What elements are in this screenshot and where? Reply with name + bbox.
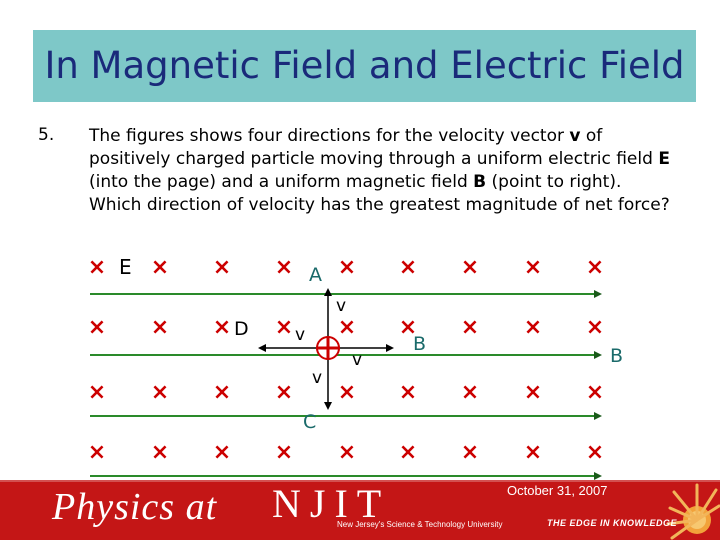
field-cross-icon: × [398, 380, 418, 405]
field-cross-icon: × [523, 255, 543, 280]
label-b-mid: B [413, 333, 427, 355]
field-cross-icon: × [337, 440, 357, 465]
label-v-up: v [336, 296, 347, 316]
field-cross-icon: × [460, 315, 480, 340]
field-cross-icon: × [87, 380, 107, 405]
label-v-down: v [312, 368, 323, 388]
label-d: D [234, 318, 249, 340]
question-line-4: Which direction of velocity has the greatest magnitude of net force? [89, 195, 670, 215]
field-cross-icon: × [87, 440, 107, 465]
field-cross-icon: × [87, 315, 107, 340]
field-cross-icon: × [585, 440, 605, 465]
label-b-right: B [610, 345, 624, 367]
field-cross-icon: × [150, 315, 170, 340]
field-cross-icon: × [150, 255, 170, 280]
question-line-1: The figures shows four directions for the velocity vector v of [89, 126, 603, 146]
footer-date: October 31, 2007 [507, 483, 608, 498]
field-cross-icon: × [460, 255, 480, 280]
field-cross-icon: × [460, 380, 480, 405]
field-cross-icon: × [212, 315, 232, 340]
field-cross-icon: × [274, 315, 294, 340]
field-cross-icon: × [274, 440, 294, 465]
field-cross-icon: × [274, 380, 294, 405]
question-line-3: (into the page) and a uniform magnetic field B (point to right). [89, 172, 622, 192]
label-c: C [303, 411, 317, 433]
slide-title: In Magnetic Field and Electric Field [44, 44, 685, 87]
label-v-left: v [295, 325, 306, 345]
field-cross-icon: × [398, 255, 418, 280]
field-cross-icon: × [523, 380, 543, 405]
field-cross-icon: × [337, 315, 357, 340]
field-cross-icon: × [212, 440, 232, 465]
footer-brand: Physics at [52, 486, 218, 528]
field-cross-icon: × [398, 440, 418, 465]
university-name: New Jersey's Science & Technology University [337, 520, 503, 529]
field-cross-icon: × [212, 380, 232, 405]
electric-field-crosses [88, 255, 604, 465]
field-cross-icon: × [337, 380, 357, 405]
field-cross-icon: × [523, 315, 543, 340]
field-cross-icon: × [150, 440, 170, 465]
njit-logo: NJIT [272, 481, 391, 526]
label-a: A [309, 264, 322, 286]
field-cross-icon: × [585, 315, 605, 340]
label-v-right: v [352, 350, 363, 370]
positive-charge [316, 336, 340, 360]
field-cross-icon: × [87, 255, 107, 280]
footer-tagline: THE EDGE IN KNOWLEDGE [547, 518, 678, 528]
field-cross-icon: × [523, 440, 543, 465]
field-cross-icon: × [585, 255, 605, 280]
field-cross-icon: × [460, 440, 480, 465]
question-line-2: positively charged particle moving through a uniform electric field E [89, 149, 670, 169]
field-cross-icon: × [274, 255, 294, 280]
field-cross-icon: × [150, 380, 170, 405]
diagram-labels [119, 255, 623, 433]
field-cross-icon: × [398, 315, 418, 340]
field-cross-icon: × [212, 255, 232, 280]
label-e: E [119, 255, 132, 279]
field-cross-icon: × [585, 380, 605, 405]
question-number: 5. [38, 125, 55, 145]
field-cross-icon: × [337, 255, 357, 280]
